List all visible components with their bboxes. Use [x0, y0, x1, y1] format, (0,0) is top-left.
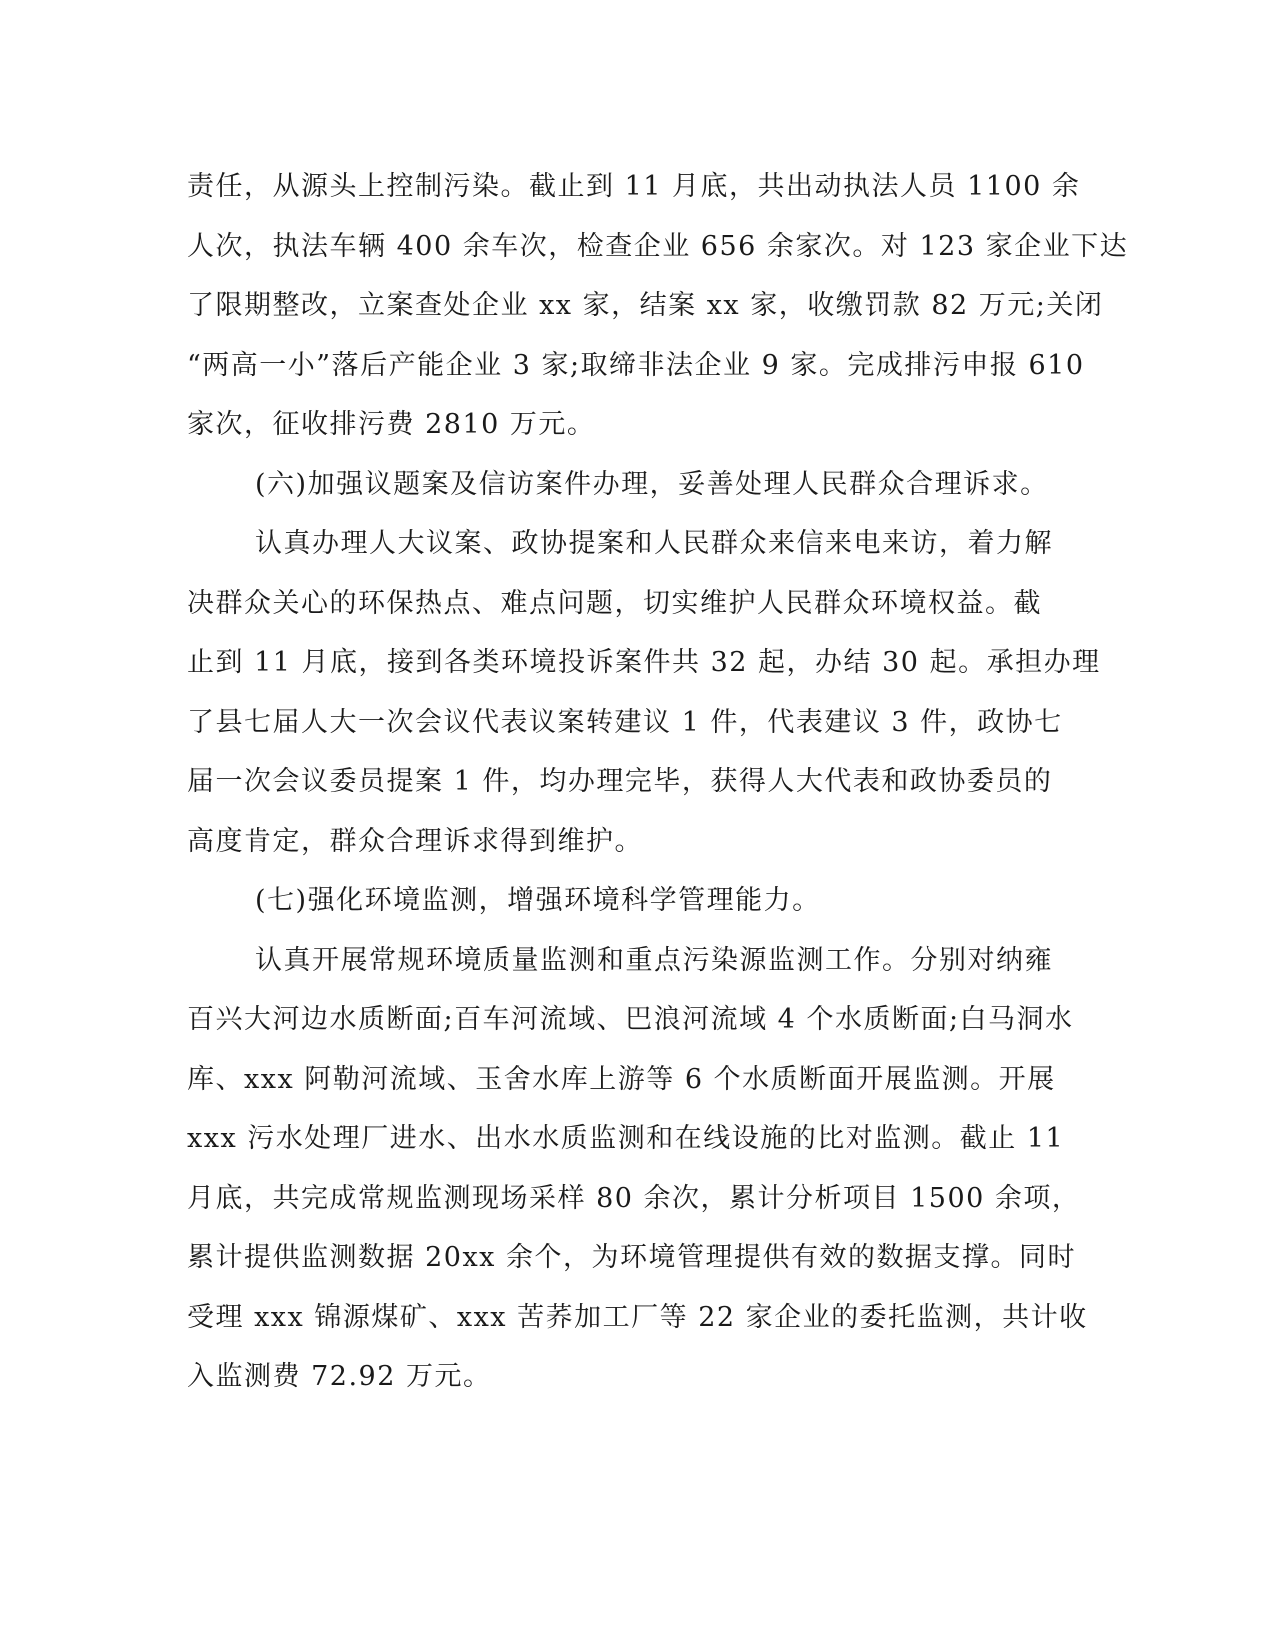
text-line: 认真开展常规环境质量监测和重点污染源监测工作。分别对纳雍 — [255, 944, 1053, 976]
text-line: 决群众关心的环保热点、难点问题，切实维护人民群众环境权益。截 — [187, 587, 1042, 619]
text-line: xxx 污水处理厂进水、出水水质监测和在线设施的比对监测。截止 11 — [187, 1123, 1065, 1154]
text-line: 届一次会议委员提案 1 件，均办理完毕，获得人大代表和政协委员的 — [187, 766, 1053, 797]
text-line: 入监测费 72.92 万元。 — [187, 1361, 492, 1392]
text-line: 受理 xxx 锦源煤矿、xxx 苦荞加工厂等 22 家企业的委托监测，共计收 — [187, 1301, 1088, 1333]
document-body — [187, 157, 1129, 1407]
section-heading: (六)加强议题案及信访案件办理，妥善处理人民群众合理诉求。 — [255, 468, 1049, 500]
text-line: 累计提供监测数据 20xx 余个，为环境管理提供有效的数据支撑。同时 — [187, 1242, 1076, 1273]
text-line: 了县七届人大一次会议代表议案转建议 1 件，代表建议 3 件，政协七 — [187, 706, 1063, 738]
section-heading: (七)强化环境监测，增强环境科学管理能力。 — [255, 885, 821, 916]
text-line: 库、xxx 阿勒河流域、玉舍水库上游等 6 个水质断面开展监测。开展 — [187, 1063, 1056, 1095]
text-line: 月底，共完成常规监测现场采样 80 余次，累计分析项目 1500 余项， — [187, 1182, 1081, 1214]
text-line: 家次，征收排污费 2810 万元。 — [187, 409, 596, 440]
text-line: 止到 11 月底，接到各类环境投诉案件共 32 起，办结 30 起。承担办理 — [187, 647, 1101, 678]
text-line: 人次，执法车辆 400 余车次，检查企业 656 余家次。对 123 家企业下达 — [187, 230, 1129, 262]
text-line: 责任，从源头上控制污染。截止到 11 月底，共出动执法人员 1100 余 — [187, 171, 1081, 202]
text-line: 了限期整改，立案查处企业 xx 家，结案 xx 家，收缴罚款 82 万元;关闭 — [187, 290, 1104, 321]
text-line: 认真办理人大议案、政协提案和人民群众来信来电来访，着力解 — [255, 528, 1053, 559]
text-line: “两高一小”落后产能企业 3 家;取缔非法企业 9 家。完成排污申报 610 — [187, 349, 1085, 381]
text-line: 高度肯定，群众合理诉求得到维护。 — [187, 825, 643, 857]
text-line: 百兴大河边水质断面;百车河流域、巴浪河流域 4 个水质断面;白马洞水 — [187, 1004, 1074, 1035]
